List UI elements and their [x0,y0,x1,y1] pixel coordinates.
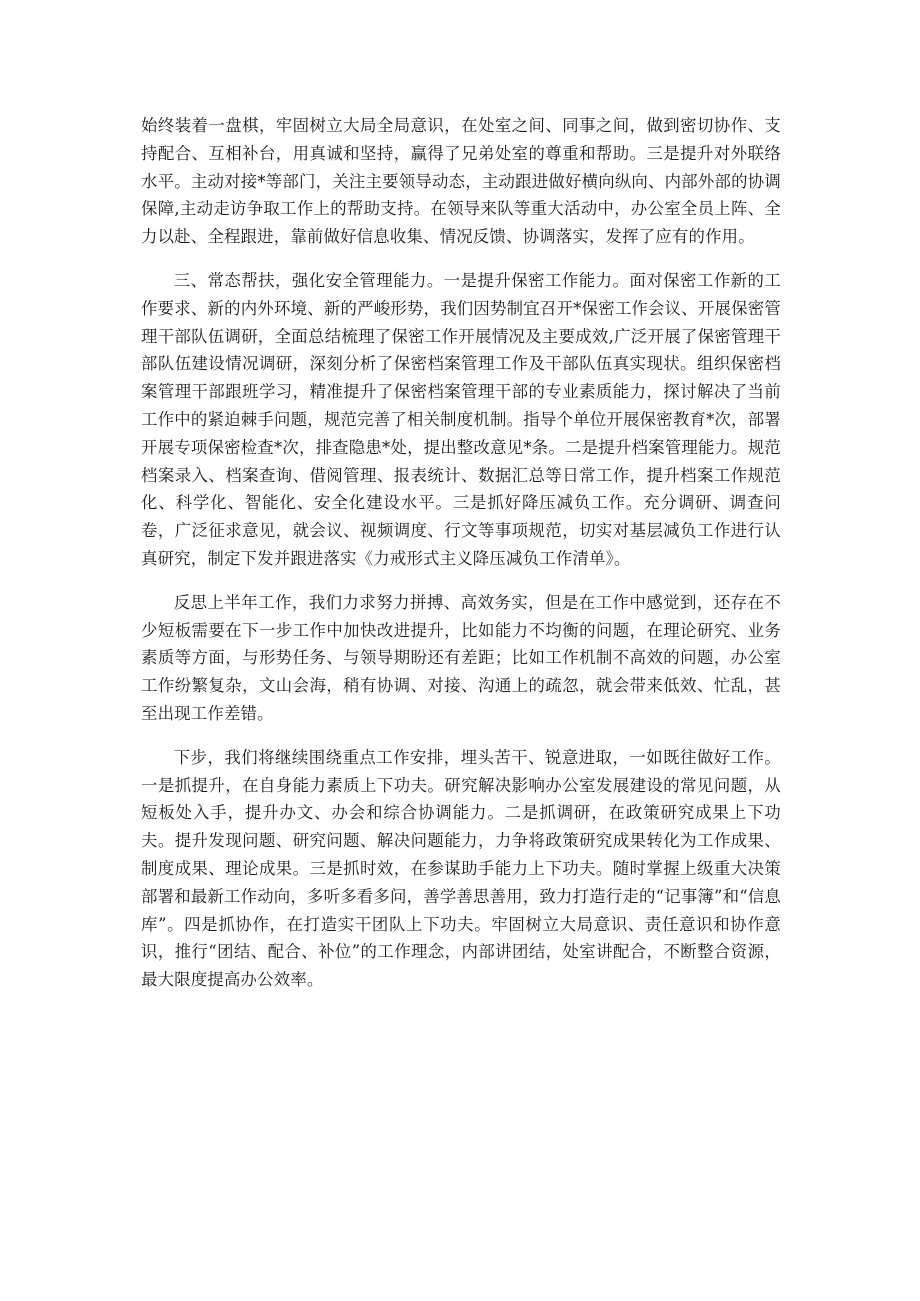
document-page [141,112,781,1010]
paragraph-continuation: 始终装着一盘棋，牢固树立大局全局意识，在处室之间、同事之间，做到密切协作、支持配合、互相补台，用真诚和坚持，赢得了兄弟处室的尊重和帮助。三是提升对外联络水平。主动对接*等部门，关注主要领导动态，主动跟进做好横向纵向、内部外部的协调保障,主动走访争取工作上的帮助支持。在领导来队等重大活动中，办公室全员上阵、全力以赴、全程跟进，靠前做好信息收集、情况反馈、协调落实，发挥了应有的作用。 [141,116,781,247]
paragraph-next-steps: 下步，我们将继续围绕重点工作安排，埋头苦干、锐意进取，一如既往做好工作。一是抓提升，在自身能力素质上下功夫。研究解决影响办公室发展建设的常见问题，从短板处入手，提升办文、办会和综合协调能力。二是抓调研，在政策研究成果上下功夫。提升发现问题、研究问题、解决问题能力，力争将政策研究成果转化为工作成果、制度成果、理论成果。三是抓时效，在参谋助手能力上下功夫。随时掌握上级重大决策部署和最新工作动向，多听多看多问，善学善思善用，致力打造行走的“记事簿”和“信息库”。四是抓协作，在打造实干团队上下功夫。牢固树立大局意识、责任意识和协作意识，推行“团结、配合、补位”的工作理念，内部讲团结，处室讲配合，不断整合资源，最大限度提高办公效率。 [141,747,781,990]
paragraph-security-management: 三、常态帮扶，强化安全管理能力。一是提升保密工作能力。面对保密工作新的工作要求、新的内外环境、新的严峻形势，我们因势制宜召开*保密工作会议、开展保密管理干部队伍调研，全面总结梳理了保密工作开展情况及主要成效,广泛开展了保密管理干部队伍建设情况调研，深刻分析了保密档案管理工作及干部队伍真实现状。组织保密档案管理干部跟班学习，精准提升了保密档案管理干部的专业素质能力，探讨解决了当前工作中的紧迫棘手问题，规范完善了相关制度机制。指导个单位开展保密教育*次，部署开展专项保密检查*次，排查隐患*处，提出整改意见*条。二是提升档案管理能力。规范档案录入、档案查询、借阅管理、报表统计、数据汇总等日常工作，提升档案工作规范化、科学化、智能化、安全化建设水平。三是抓好降压减负工作。充分调研、调查问卷，广泛征求意见，就会议、视频调度、行文等事项规范，切实对基层减负工作进行认真研究，制定下发并跟进落实《力戒形式主义降压减负工作清单》。 [141,270,781,568]
paragraph-reflection: 反思上半年工作，我们力求努力拼搏、高效务实，但是在工作中感觉到，还存在不少短板需要在下一步工作中加快改进提升，比如能力不均衡的问题，在理论研究、业务素质等方面，与形势任务、与领导期盼还有差距；比如工作机制不高效的问题，办公室工作纷繁复杂，文山会海，稍有协调、对接、沟通上的疏忽，就会带来低效、忙乱，甚至出现工作差错。 [141,592,781,723]
